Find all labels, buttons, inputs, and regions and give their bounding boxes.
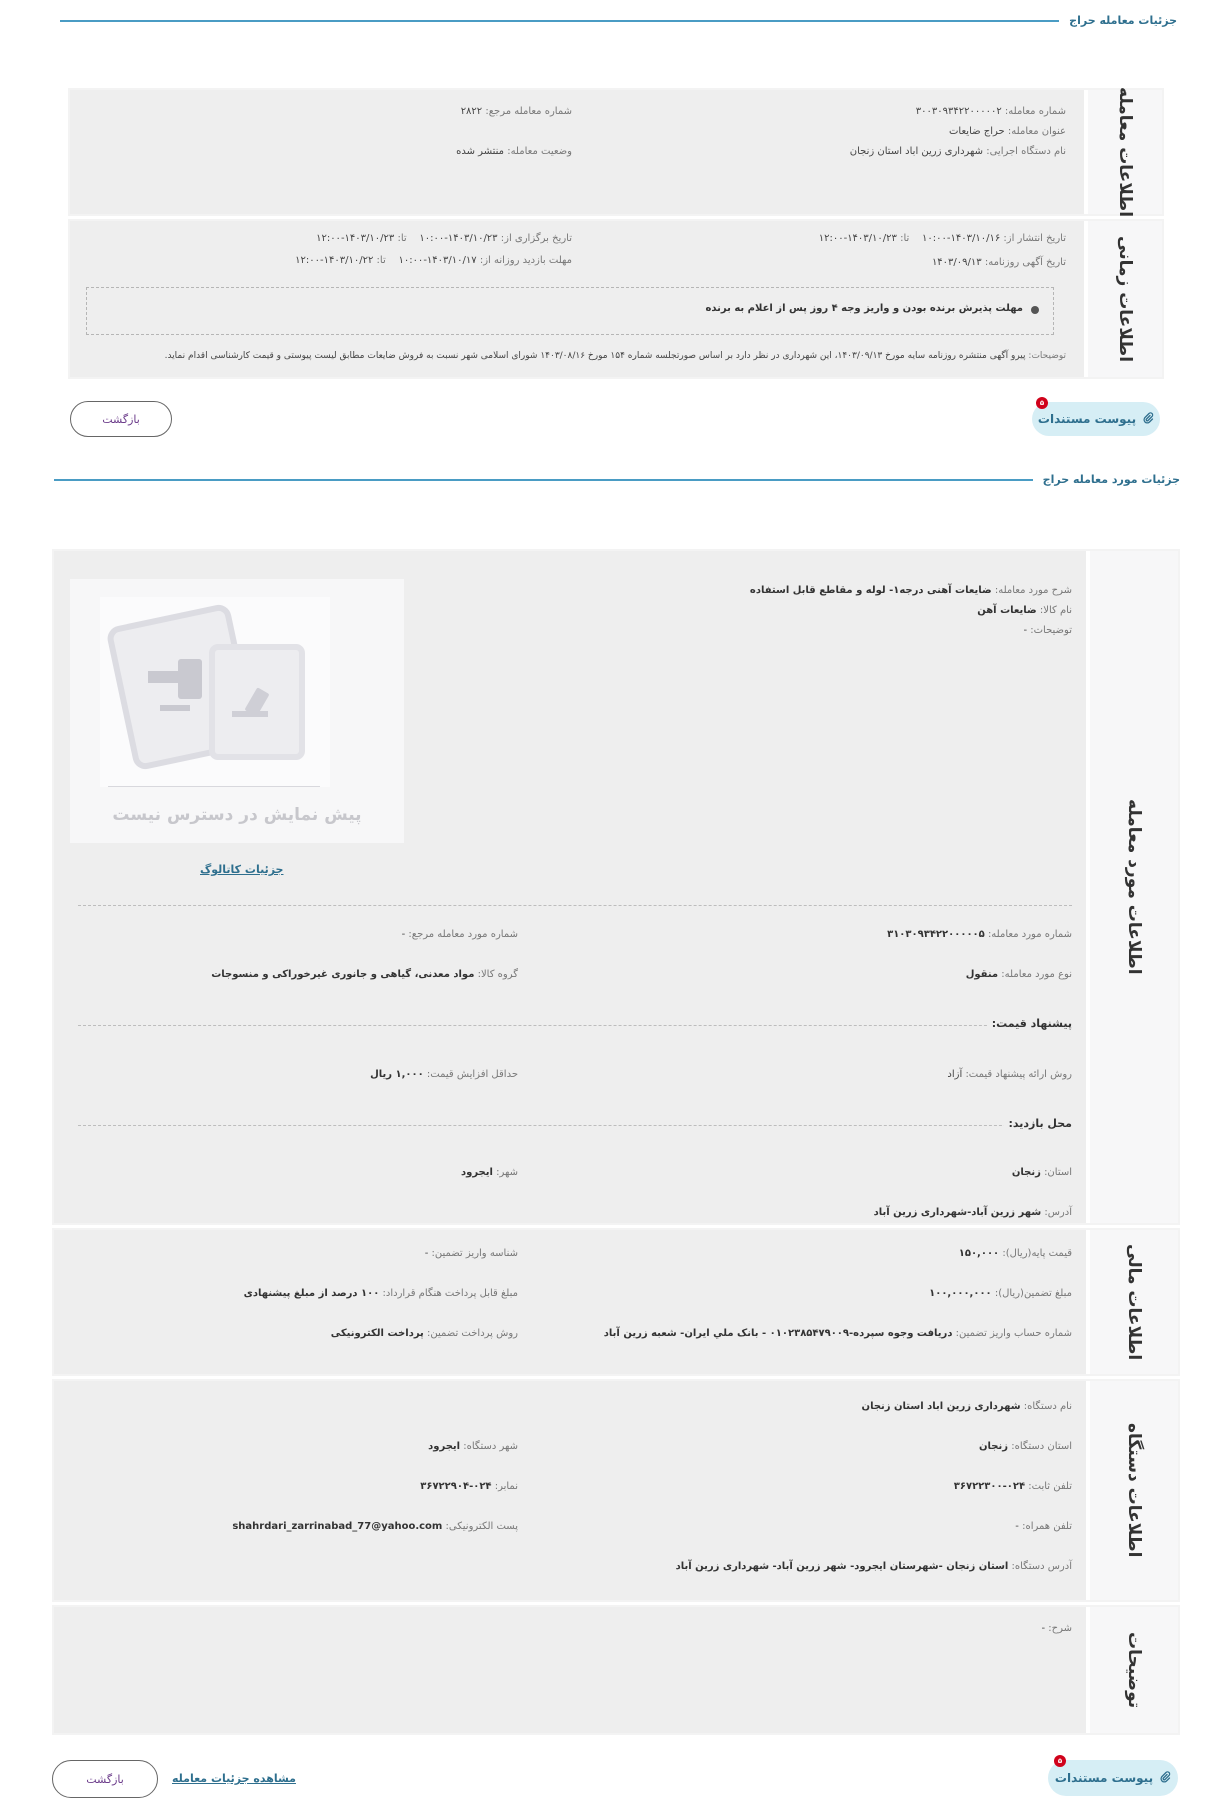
item-number: شماره مورد معامله: ۳۱۰۳۰۹۳۴۲۲۰۰۰۰۰۵ <box>887 929 1072 940</box>
org-address: آدرس دستگاه: استان زنجان -شهرستان ایجرود- شهر زرین آباد- شهرداری زرین آباد <box>675 1561 1072 1572</box>
separator-3 <box>78 1125 1072 1126</box>
bullet-icon <box>1031 306 1039 314</box>
item-type: نوع مورد معامله: منقول <box>965 969 1072 980</box>
item-ref-number: شماره مورد معامله مرجع: - <box>401 929 518 940</box>
org-info-tab: اطلاعات دستگاه <box>1086 1381 1178 1600</box>
contract-payment: مبلغ قابل پرداخت هنگام قرارداد: ۱۰۰ درصد از مبلغ پیشنهادی <box>243 1288 518 1299</box>
org-fax: نمابر: ۰۲۴-۳۶۷۲۲۹۰۴ <box>420 1481 518 1492</box>
view-deal-details-link[interactable]: مشاهده جزئیات معامله <box>172 1772 296 1785</box>
attachments-button-bottom[interactable] <box>1048 1757 1178 1796</box>
offer-method: روش ارائه پیشنهاد قیمت: آزاد <box>947 1069 1072 1080</box>
preview-image <box>70 579 404 843</box>
winner-notice-box <box>86 287 1054 335</box>
header-divider <box>60 20 1059 22</box>
attachments-button[interactable] <box>1032 399 1160 436</box>
separator-2 <box>78 1025 1072 1026</box>
item-details-header <box>54 473 1180 486</box>
reference-number: شماره معامله مرجع: ۲۸۲۲ <box>460 106 572 117</box>
price-offer-heading: پیشنهاد قیمت: <box>988 1017 1072 1030</box>
paperclip-icon <box>1159 1771 1171 1786</box>
descriptions-tab: توضیحات <box>1086 1607 1178 1733</box>
financial-info-tab: اطلاعات مالی <box>1086 1230 1178 1374</box>
deal-number: شماره معامله: ۳۰۰۳۰۹۳۴۲۲۰۰۰۰۰۲ <box>915 106 1066 117</box>
goods-group: گروه کالا: مواد معدنی، گیاهی و جانوری غیرخوراکی و منسوجات <box>211 969 518 980</box>
attachments-count-badge: ۵ <box>1054 1755 1066 1767</box>
attachments-label: پیوست مستندات <box>1037 412 1137 426</box>
winner-notice: مهلت پذیرش برنده بودن و واریز وجه ۴ روز پس از اعلام به برنده <box>705 303 1023 314</box>
item-info-panel <box>52 549 1180 1225</box>
org-province: استان دستگاه: زنجان <box>979 1441 1072 1452</box>
visit-place-heading: محل بازدید: <box>1004 1117 1072 1130</box>
org-info-panel <box>52 1379 1180 1602</box>
org-email: پست الکترونیکی: shahrdari_zarrinabad_77@yahoo.com <box>232 1521 518 1532</box>
guarantee-account: شماره حساب واریز تضمین: دریافت وجوه سپرده-۰۱۰۲۳۸۵۴۷۹۰۰۹ - بانک ملي ایران- شعبه زرین آباد <box>603 1328 1072 1339</box>
visit-date: مهلت بازدید روزانه از: ۱۴۰۳/۱۰/۱۷-۱۰:۰۰ تا: ۱۴۰۳/۱۰/۲۲-۱۲:۰۰ <box>295 255 572 266</box>
back-button[interactable]: بازگشت <box>70 401 172 437</box>
guarantee-amount: مبلغ تضمین(ریال): ۱۰۰,۰۰۰,۰۰۰ <box>929 1288 1072 1299</box>
guarantee-id: شناسه واریز تضمین: - <box>424 1248 518 1259</box>
descriptions-panel <box>52 1605 1180 1735</box>
newspaper-date: تاریخ آگهی روزنامه: ۱۴۰۳/۰۹/۱۳ <box>931 257 1066 268</box>
back-button-bottom[interactable]: بازگشت <box>52 1760 158 1798</box>
financial-info-panel <box>52 1228 1180 1376</box>
guarantee-method: روش پرداخت تضمین: پرداخت الکترونیکی <box>330 1328 518 1339</box>
deal-status: وضعیت معامله: منتشر شده <box>456 146 572 157</box>
address: آدرس: شهر زرین آباد-شهرداری زرین آباد <box>873 1207 1072 1218</box>
org-phone: تلفن ثابت: ۰۲۴-۳۶۷۲۲۳۰۰ <box>953 1481 1072 1492</box>
desc-field: شرح: - <box>1041 1623 1072 1634</box>
separator-1 <box>78 905 1072 906</box>
item-details-title: جزئیات مورد معامله حراج <box>1042 473 1180 486</box>
item-description: شرح مورد معامله: ضایعات آهنی درجه۱- لوله و مقاطع قابل استفاده <box>749 585 1072 596</box>
deal-details-header <box>60 14 1177 27</box>
deal-info-tab: اطلاعات معامله <box>1084 90 1162 214</box>
header-divider-2 <box>54 479 1033 481</box>
time-info-tab: اطلاعات زمانی <box>1084 221 1162 377</box>
org-city: شهر دستگاه: ایجرود <box>428 1441 518 1452</box>
catalog-details-link[interactable]: جزئیات کاتالوگ <box>200 863 284 876</box>
org-mobile: تلفن همراه: - <box>1015 1521 1072 1532</box>
attachments-label: پیوست مستندات <box>1054 1771 1154 1785</box>
city: شهر: ایجرود <box>460 1167 518 1178</box>
deal-details-title: جزئیات معامله حراج <box>1069 14 1177 27</box>
org-name: نام دستگاه: شهرداری زرین اباد استان زنجان <box>861 1401 1072 1412</box>
publish-date: تاریخ انتشار از: ۱۴۰۳/۱۰/۱۶-۱۰:۰۰ تا: ۱۴۰۳/۱۰/۲۳-۱۲:۰۰ <box>818 233 1066 244</box>
min-increase: حداقل افزایش قیمت: ۱,۰۰۰ ریال <box>370 1069 518 1080</box>
base-price: قیمت پایه(ریال): ۱۵۰,۰۰۰ <box>958 1248 1072 1259</box>
attachments-count-badge: ۵ <box>1036 397 1048 409</box>
item-notes: توضیحات: - <box>1023 625 1072 636</box>
paperclip-icon <box>1142 412 1154 427</box>
goods-name: نام کالا: ضایعات آهن <box>977 605 1072 616</box>
executive-org: نام دستگاه اجرایی: شهرداری زرین اباد استان زنجان <box>849 146 1066 157</box>
time-info-panel <box>68 219 1164 379</box>
time-description: توضیحات: پیرو آگهی منتشره روزنامه سایه مورخ ۱۴۰۳/۰۹/۱۳، این شهرداری در نظر دارد بر اساس صورتجلسه شماره ۱۵۴ مورخ ۱۴۰۳/۰۸/۱۶ شورای اسلامی شهر نسبت به فروش ضایعات مطابق لیست پیوستی و قیمت کارشناسی اقدام نماید. <box>164 351 1066 361</box>
preview-placeholder <box>100 597 330 787</box>
gavel-icon <box>100 597 330 787</box>
province: استان: زنجان <box>1011 1167 1072 1178</box>
deal-info-panel <box>68 88 1164 216</box>
preview-caption: پیش نمایش در دسترس نیست <box>112 805 362 825</box>
deal-title: عنوان معامله: حراج ضایعات <box>949 126 1066 137</box>
item-info-tab: اطلاعات مورد معامله <box>1086 551 1178 1223</box>
holding-date: تاریخ برگزاری از: ۱۴۰۳/۱۰/۲۳-۱۰:۰۰ تا: ۱۴۰۳/۱۰/۲۳-۱۲:۰۰ <box>316 233 572 244</box>
